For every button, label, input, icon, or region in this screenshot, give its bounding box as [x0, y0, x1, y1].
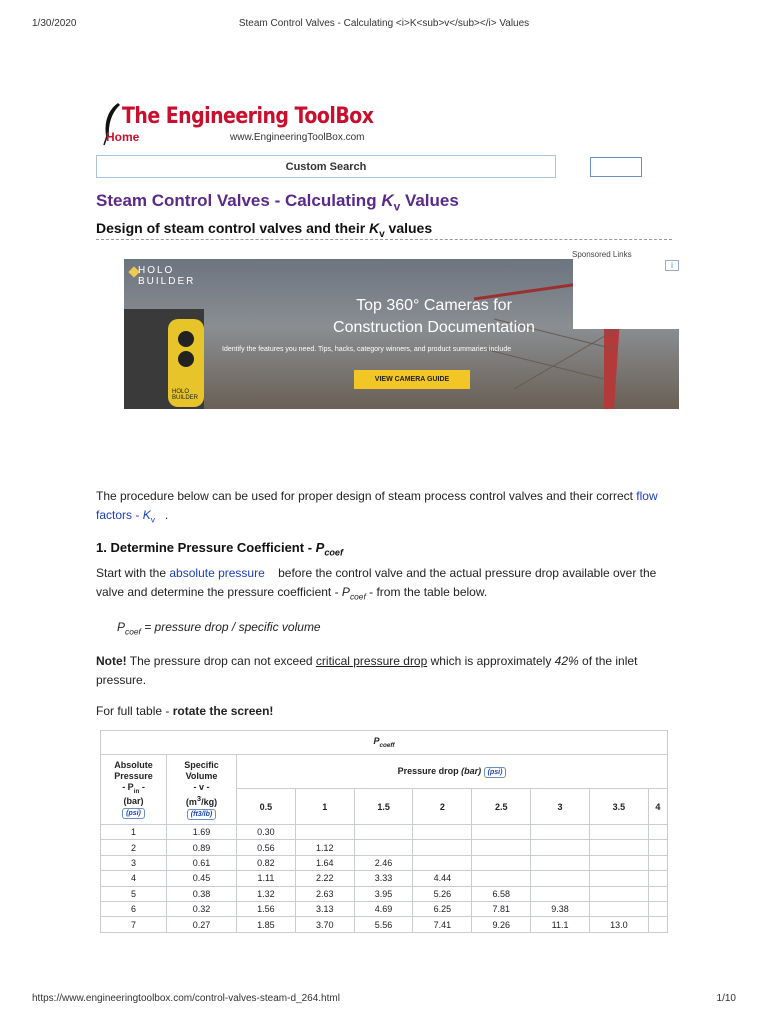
caption-p: P [373, 736, 380, 747]
pcoef-table-container [100, 730, 668, 933]
subtitle-suffix: values [384, 220, 433, 236]
formula-rest: = pressure drop / specific volume [140, 620, 321, 634]
camera-label [172, 389, 198, 401]
ad-brand-line2: BUILDER [138, 276, 196, 287]
table-cell: 1.32 [237, 886, 296, 901]
camera-label-2: BUILDER [172, 395, 199, 401]
pressure-drop-header [237, 755, 668, 789]
col1-l1: Absolute [114, 759, 153, 770]
table-cell: 0.32 [167, 901, 237, 916]
table-cell [472, 840, 531, 855]
table-cell [648, 886, 667, 901]
table-cell: 0.61 [167, 855, 237, 870]
intro-paragraph [96, 487, 672, 529]
camera-image [168, 319, 204, 407]
table-cell: 7.81 [472, 901, 531, 916]
col2-l4-pre: (m [185, 796, 197, 807]
page-title-k: K [381, 191, 394, 210]
print-date: 1/30/2020 [32, 18, 77, 29]
table-cell [648, 917, 667, 932]
p1-line2: valve and determine the pressure coefficient - [96, 585, 342, 599]
pressure-drop-col: 2 [413, 789, 472, 825]
col2-l2: Volume [185, 770, 218, 781]
flow-factors-link[interactable] [96, 508, 155, 525]
table-cell: 3.13 [295, 901, 354, 916]
table-cell: 3.70 [295, 917, 354, 932]
page-title-text: Steam Control Valves - Calculating [96, 191, 382, 210]
table-cell: 0.38 [167, 886, 237, 901]
table-cell: 2.63 [295, 886, 354, 901]
flow-factors-text: factors - [96, 508, 143, 522]
pressure-drop-col: 1.5 [354, 789, 413, 825]
table-cell [472, 855, 531, 870]
ad-subtext: Identify the features you need. Tips, hacks, category winners, and product summaries include [222, 346, 512, 353]
note-line2: pressure. [96, 673, 147, 687]
print-header [32, 18, 736, 29]
table-cell [589, 886, 648, 901]
table-cell [531, 840, 590, 855]
p1-line2-p: P [341, 585, 350, 599]
ad-brand-line1: HOLO [138, 265, 175, 276]
print-title: Steam Control Valves - Calculating <i>K<sub>v</sub></i> Values [238, 18, 530, 29]
table-cell [648, 840, 667, 855]
table-cell [354, 825, 413, 840]
table-cell: 9.26 [472, 917, 531, 932]
p1-line2-end: - from the table below. [365, 585, 488, 599]
table-cell: 3 [101, 855, 167, 870]
flow-link[interactable]: flow [636, 489, 658, 503]
ad-headline-2: Construction Documentation [333, 319, 535, 336]
col1-l4: (bar) [123, 796, 144, 807]
table-cell: 1.56 [237, 901, 296, 916]
site-url: www.EngineeringToolBox.com [230, 132, 365, 143]
table-cell [589, 871, 648, 886]
col1-l3 [101, 782, 166, 797]
note-text: The pressure drop can not exceed [126, 654, 316, 668]
table-cell: 0.89 [167, 840, 237, 855]
table-cell: 2.22 [295, 871, 354, 886]
search-input[interactable] [590, 157, 642, 177]
table-row [101, 825, 668, 840]
print-url: https://www.engineeringtoolbox.com/control-valves-steam-d_264.html [32, 993, 340, 1004]
table-row [101, 901, 668, 916]
table-cell: 4 [101, 871, 167, 886]
site-logo[interactable] [96, 100, 376, 150]
col2-l3: - v - [193, 781, 210, 792]
subtitle-sub: v [379, 228, 385, 240]
absolute-pressure-link[interactable]: absolute pressure [169, 566, 265, 580]
section-heading-sub: coef [324, 547, 344, 558]
table-cell [648, 871, 667, 886]
table-cell: 7 [101, 917, 167, 932]
ad-headline-1: Top 360° Cameras for [356, 297, 512, 314]
table-cell [589, 840, 648, 855]
sponsored-label: Sponsored Links [572, 250, 632, 259]
critical-pressure-drop-link[interactable]: critical pressure drop [315, 654, 428, 668]
table-cell: 0.56 [237, 840, 296, 855]
table-cell: 0.82 [237, 855, 296, 870]
table-cell: 2 [101, 840, 167, 855]
table-cell: 1.12 [295, 840, 354, 855]
note-label: Note! [96, 654, 127, 668]
table-cell: 5.56 [354, 917, 413, 932]
drop-label: Pressure drop [397, 765, 462, 776]
adchoices-icon[interactable]: i [665, 260, 679, 271]
pressure-drop-col: 1 [295, 789, 354, 825]
page-title-sub: v [393, 199, 401, 214]
pressure-drop-col: 3.5 [589, 789, 648, 825]
table-cell [531, 886, 590, 901]
camera-lens-icon [178, 351, 194, 367]
rotate-bold: rotate the screen! [172, 704, 274, 718]
camera-lens-icon [178, 331, 194, 347]
section-heading-text: 1. Determine Pressure Coefficient - [96, 540, 316, 555]
pcoef-table [100, 730, 668, 933]
rotate-text: For full table - [96, 704, 173, 718]
divider [96, 239, 672, 240]
p1-start: Start with the [96, 566, 170, 580]
pressure-drop-col: 0.5 [237, 789, 296, 825]
p1-line2-sub: coef [349, 591, 366, 602]
table-cell: 1.11 [237, 871, 296, 886]
table-cell: 11.1 [531, 917, 590, 932]
camera-label-1: HOLO [172, 389, 190, 395]
note-text-2: which is approximately [427, 654, 555, 668]
table-cell [589, 855, 648, 870]
flow-factors-sub: v [150, 514, 155, 525]
table-cell [531, 855, 590, 870]
col-specific-volume [167, 755, 237, 825]
pressure-drop-col: 4 [648, 789, 667, 825]
table-cell [472, 871, 531, 886]
table-cell: 4.69 [354, 901, 413, 916]
table-row [101, 855, 668, 870]
table-cell [413, 840, 472, 855]
col2-l4-post: /kg) [201, 796, 218, 807]
table-cell: 0.30 [237, 825, 296, 840]
flow-factors-k: K [142, 508, 151, 522]
pressure-drop-col: 2.5 [472, 789, 531, 825]
intro-end: . [164, 508, 169, 522]
table-cell: 1.85 [237, 917, 296, 932]
table-cell: 1 [101, 825, 167, 840]
note-text-3: of the inlet [578, 654, 638, 668]
ft3lb-toggle-button[interactable]: (ft3/lb) [187, 809, 216, 820]
view-camera-guide-button[interactable]: VIEW CAMERA GUIDE [354, 370, 470, 389]
drop-unit: (bar) [461, 765, 482, 776]
table-cell [648, 825, 667, 840]
table-cell: 2.46 [354, 855, 413, 870]
table-cell: 9.38 [531, 901, 590, 916]
section-paragraph [96, 564, 672, 606]
p1-rest: before the control valve and the actual pressure drop available over the [274, 566, 657, 580]
print-page: 1/10 [716, 993, 736, 1004]
table-cell: 0.45 [167, 871, 237, 886]
table-cell: 4.44 [413, 871, 472, 886]
ad-brand [138, 265, 195, 287]
page-title [96, 191, 459, 213]
pcoef-formula [117, 620, 321, 636]
table-cell [648, 855, 667, 870]
table-cell: 0.27 [167, 917, 237, 932]
col2-l4-sup: 3 [196, 793, 202, 803]
table-cell: 5.26 [413, 886, 472, 901]
note-paragraph [96, 652, 672, 690]
table-row [101, 840, 668, 855]
caption-sub: coeff [379, 741, 395, 749]
col1-l3-post: - [139, 781, 145, 792]
table-cell [295, 825, 354, 840]
table-cell: 7.41 [413, 917, 472, 932]
table-cell: 6.25 [413, 901, 472, 916]
subtitle-k: K [369, 220, 380, 236]
ad-white-block [573, 259, 679, 329]
col1-l2: Pressure [114, 770, 153, 781]
home-link[interactable]: Home [106, 130, 140, 144]
table-caption [101, 731, 668, 755]
subtitle-text: Design of steam control valves and their [96, 220, 370, 236]
custom-search-bar[interactable] [96, 155, 556, 178]
table-row [101, 871, 668, 886]
print-footer [32, 993, 736, 1004]
table-cell [589, 901, 648, 916]
table-cell: 1.64 [295, 855, 354, 870]
table-cell: 6.58 [472, 886, 531, 901]
table-cell [413, 825, 472, 840]
table-row [101, 886, 668, 901]
section-heading [96, 540, 343, 558]
psi-toggle-button[interactable]: (psi) [122, 808, 145, 819]
col2-l4 [167, 793, 236, 808]
table-cell: 3.33 [354, 871, 413, 886]
table-cell: 5 [101, 886, 167, 901]
table-cell [413, 855, 472, 870]
intro-text: The procedure below can be used for proper design of steam process control valves and their correct [96, 489, 637, 503]
table-cell [531, 825, 590, 840]
table-cell [472, 825, 531, 840]
custom-search-label: Custom Search [285, 160, 367, 173]
advertisement-banner[interactable] [124, 259, 679, 409]
formula-p: P [117, 620, 126, 634]
ad-headline [284, 295, 584, 339]
note-percent: 42% [554, 654, 579, 668]
table-cell: 1.69 [167, 825, 237, 840]
table-cell: 13.0 [589, 917, 648, 932]
drop-psi-button[interactable]: (psi) [484, 767, 507, 778]
rotate-hint [96, 702, 273, 721]
table-cell [531, 871, 590, 886]
pressure-drop-col: 3 [531, 789, 590, 825]
page-title-suffix: Values [400, 191, 459, 210]
col1-l3-pre: - P [122, 781, 134, 792]
table-row [101, 917, 668, 932]
table-cell [648, 901, 667, 916]
formula-sub: coef [125, 626, 141, 637]
section-heading-p: P [315, 540, 325, 555]
table-cell: 6 [101, 901, 167, 916]
table-cell [589, 825, 648, 840]
table-cell: 3.95 [354, 886, 413, 901]
table-cell [354, 840, 413, 855]
col-absolute-pressure [101, 755, 167, 825]
brand-name: The Engineering ToolBox [122, 104, 374, 129]
page-subtitle [96, 220, 432, 240]
col1-l3-sub: in [133, 787, 140, 795]
col2-l1: Specific [184, 759, 219, 770]
